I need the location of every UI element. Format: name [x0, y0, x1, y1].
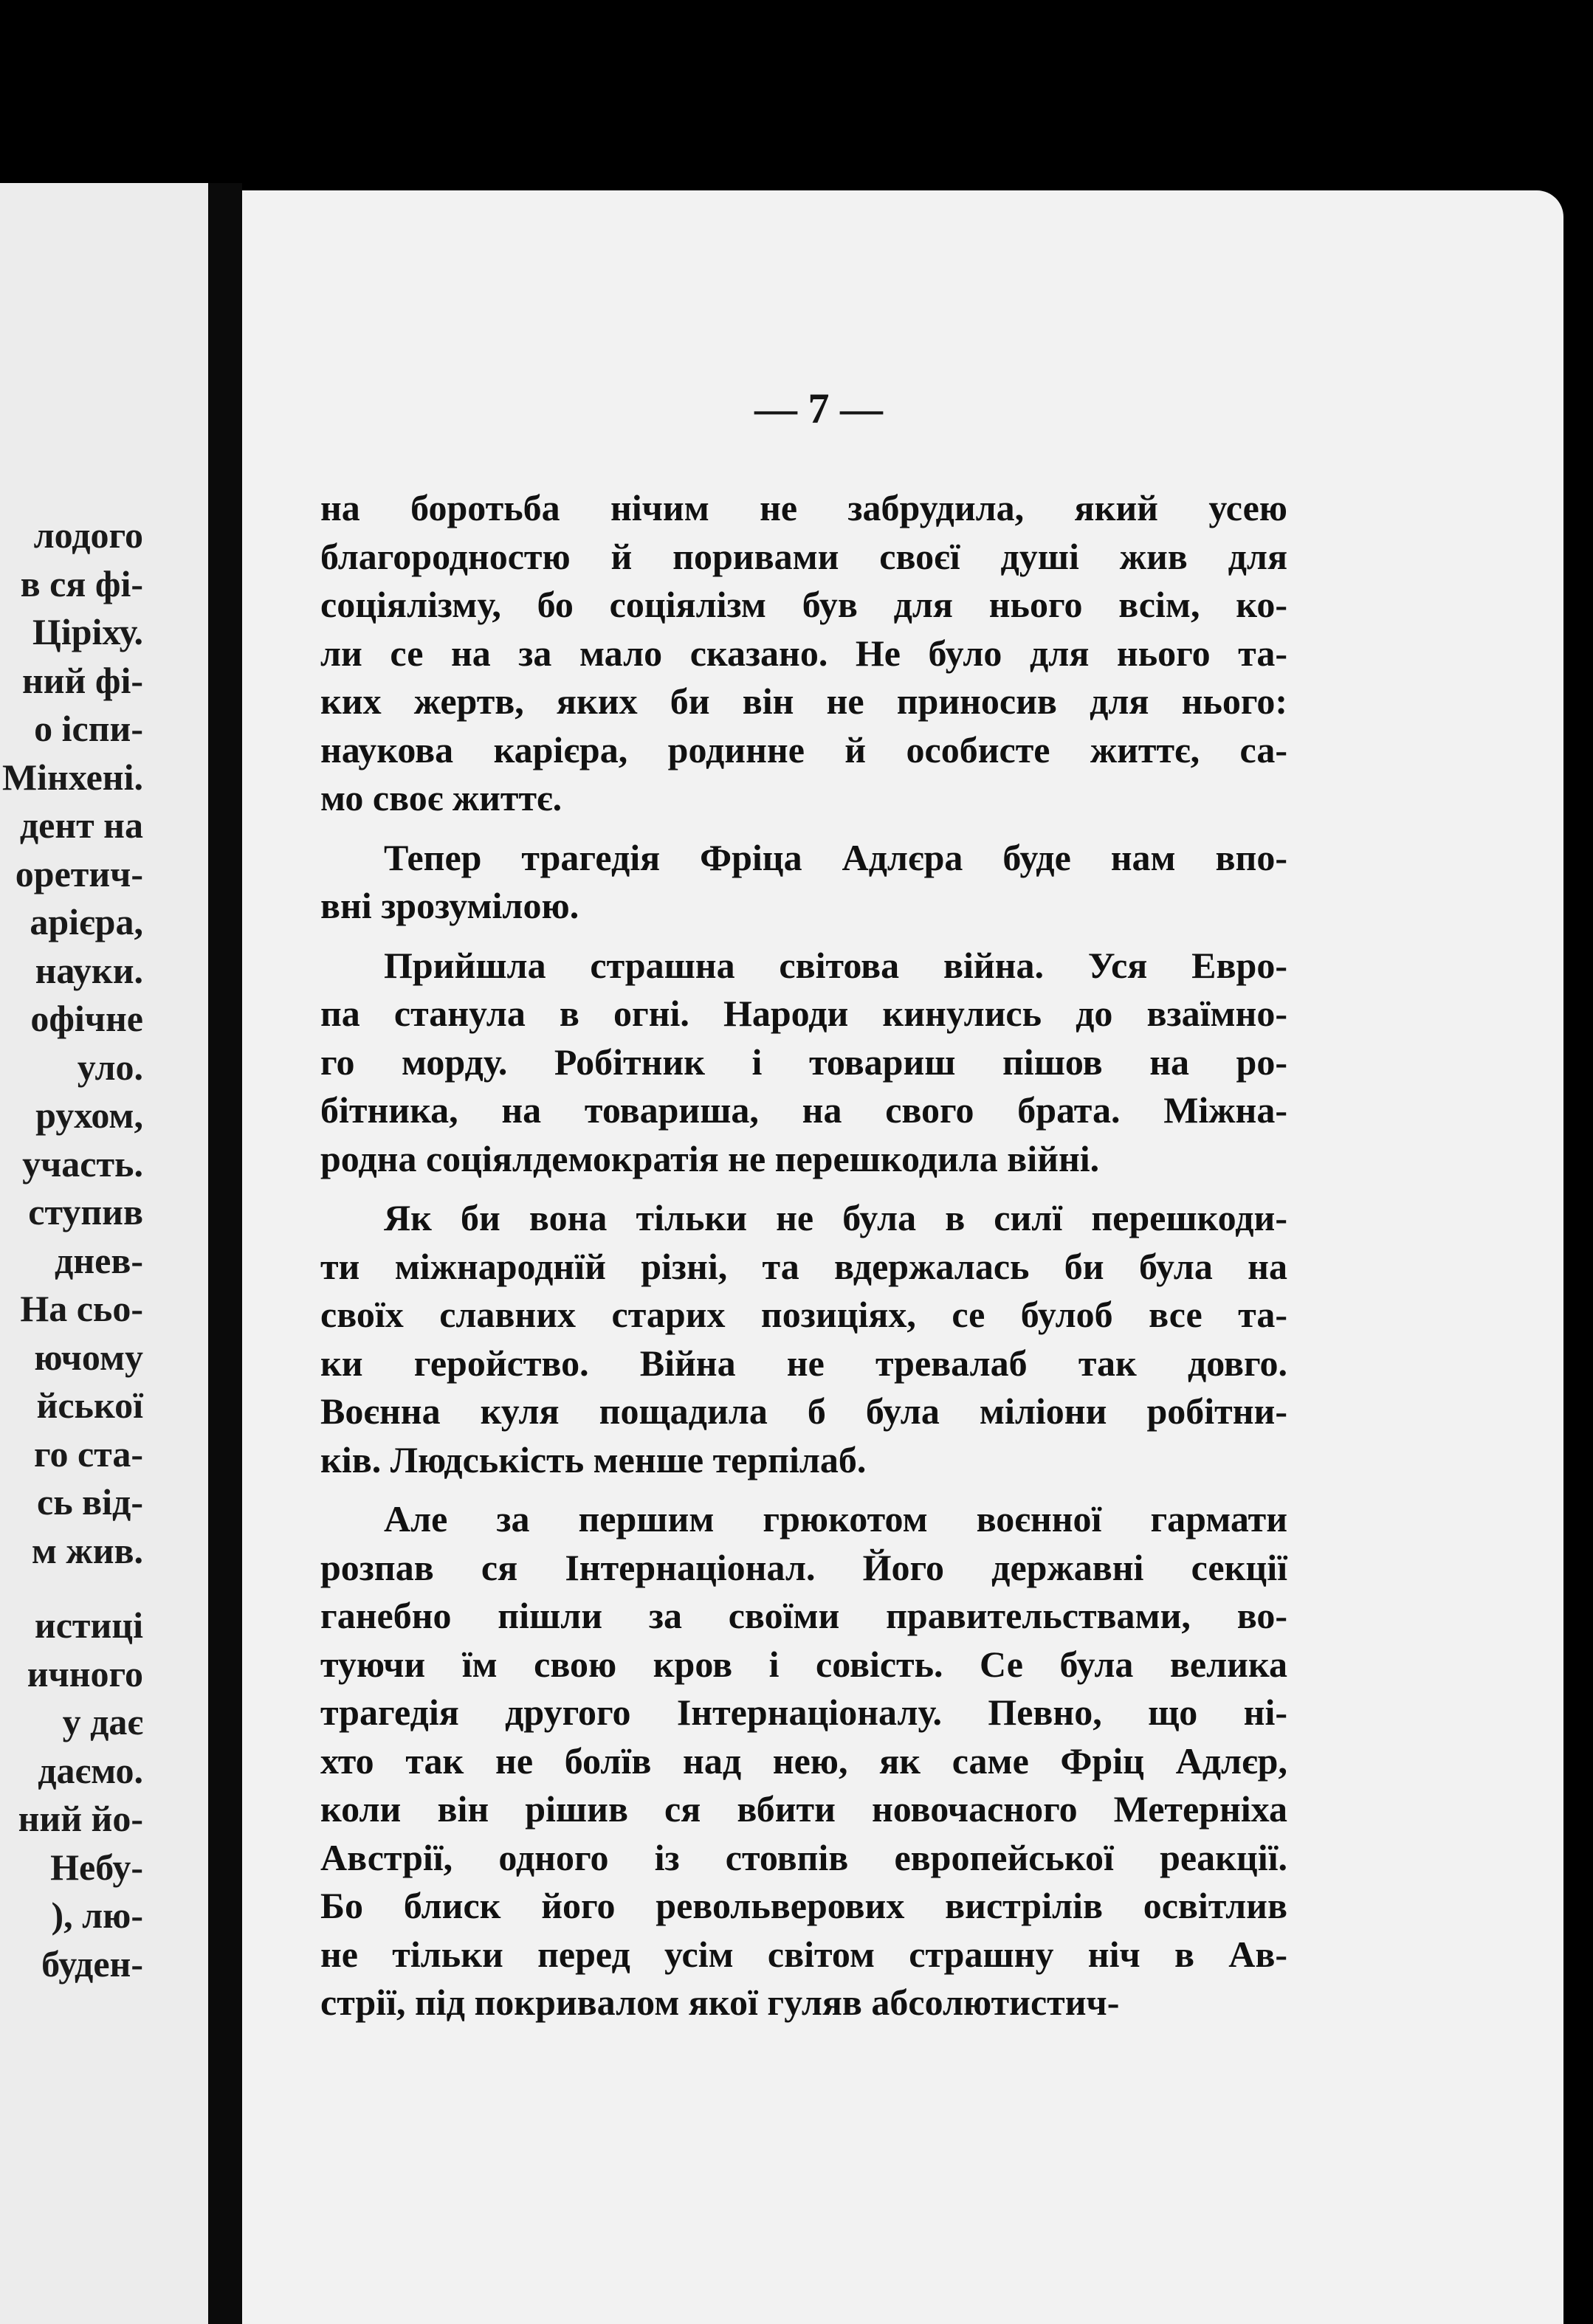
- left-page-line: ступив: [28, 1191, 143, 1232]
- text-line: коли він рішив ся вбити новочасного Метерніха: [320, 1788, 1287, 1830]
- text-line: Бо блиск його револьверових вистрілів освітлив: [320, 1885, 1287, 1926]
- paragraph: [320, 1194, 1287, 1484]
- text-line: розпав ся Інтернаціонал. Його державні секції: [320, 1546, 1287, 1588]
- text-line: ки геройство. Війна не тревалаб так довго.: [320, 1342, 1287, 1384]
- left-page-line: рухом,: [35, 1094, 143, 1136]
- text-line: стрії, під покривалом якої гуляв абсолютистич-: [320, 1982, 1120, 2023]
- text-line: бітника, на товариша, на свого брата. Міжна-: [320, 1089, 1287, 1131]
- left-page-line: ний фі-: [21, 659, 143, 701]
- left-page-line: м жив.: [31, 1529, 143, 1571]
- left-page-line: На сьо-: [20, 1288, 143, 1329]
- left-page-line: ), лю-: [51, 1894, 143, 1936]
- left-page-line: буден-: [41, 1942, 143, 1985]
- left-page-line: оретич-: [15, 852, 143, 894]
- left-page-line: сь від-: [37, 1481, 143, 1523]
- text-line: ких жертв, яких би він не приносив для нього:: [320, 680, 1287, 722]
- left-page-line: ючому: [34, 1336, 143, 1378]
- left-page-line: даємо.: [38, 1749, 143, 1791]
- left-page-line: Мінхені.: [1, 756, 143, 798]
- left-page-line: ний йо-: [18, 1798, 143, 1839]
- left-page-line: о іспи-: [34, 708, 143, 749]
- paragraph: [320, 484, 1287, 823]
- left-page-line: лодого: [33, 514, 143, 556]
- left-page-line: го ста-: [34, 1432, 143, 1475]
- left-page: [0, 183, 208, 2324]
- text-line: па станула в огні. Народи кинулись до взаїмно-: [320, 993, 1287, 1034]
- left-page-line: Небу-: [50, 1846, 143, 1888]
- left-page-line: йської: [36, 1385, 143, 1426]
- text-line: Воєнна куля пощадила б була міліони робітни-: [320, 1390, 1287, 1432]
- left-page-line: днев-: [55, 1239, 143, 1281]
- book-spine: [208, 183, 242, 2324]
- left-page-line: дент на: [19, 804, 143, 846]
- left-page-line: участь.: [22, 1142, 143, 1185]
- body-text: [320, 484, 1287, 2038]
- text-line: туючи їм свою кров і совість. Се була велика: [320, 1643, 1287, 1685]
- text-line: ли се на за мало сказано. Не було для нього та-: [320, 632, 1287, 674]
- text-line: Як би вона тільки не була в силї перешкоди-: [384, 1197, 1287, 1238]
- left-page-line: истиці: [34, 1604, 143, 1646]
- text-line: хто так не болїв над нею, як саме Фріц Адлєр,: [320, 1739, 1287, 1782]
- left-page-line: офічне: [30, 998, 143, 1039]
- paragraph: [320, 834, 1287, 931]
- text-line: ганебно пішли за своїми правительствами, во-: [320, 1595, 1287, 1636]
- text-line: Тепер трагедія Фріца Адлєра буде нам впо-: [384, 836, 1287, 878]
- text-line: соціялізму, бо соціялізм був для нього всім, ко-: [320, 584, 1287, 625]
- text-line: ти міжнароднїй різні, та вдержалась би була на: [320, 1245, 1287, 1287]
- text-line: вні зрозумілою.: [320, 885, 579, 926]
- left-page-line: Ціріху.: [32, 611, 143, 652]
- text-line: не тільки перед усім світом страшну ніч в Ав-: [320, 1933, 1287, 1975]
- left-page-line: в ся фі-: [20, 562, 143, 604]
- paragraph: [320, 1495, 1287, 2027]
- paragraph: [320, 942, 1287, 1184]
- text-line: ків. Людськість менше терпілаб.: [320, 1438, 867, 1480]
- left-page-line: уло.: [77, 1046, 143, 1088]
- text-line: наукова карієра, родинне й особисте життє, са-: [320, 728, 1287, 770]
- left-page-line: у дає: [62, 1701, 143, 1742]
- text-line: родна соціялдемократія не перешкодила війні.: [320, 1137, 1100, 1179]
- page-number: — 7 —: [754, 385, 883, 432]
- text-line: Прийшла страшна світова війна. Уся Евро-: [384, 944, 1287, 986]
- left-page-line: науки.: [35, 949, 143, 991]
- text-line: Але за першим грюкотом воєнної гармати: [384, 1498, 1287, 1539]
- text-line: го морду. Робітник і товариш пішов на ро-: [320, 1041, 1287, 1083]
- text-line: мо своє життє.: [320, 777, 562, 818]
- text-line: Австрії, одного із стовпів европейської реакції.: [320, 1836, 1287, 1878]
- text-line: благородностю й поривами своєї душі жив для: [320, 535, 1287, 577]
- left-page-line: арієра,: [30, 901, 143, 942]
- left-page-line: ичного: [27, 1652, 143, 1694]
- text-line: своїх славних старих позиціях, се булоб все та-: [320, 1294, 1287, 1335]
- text-line: на боротьба нічим не забрудила, який усею: [320, 487, 1287, 528]
- text-line: трагедія другого Інтернаціоналу. Певно, що ні-: [320, 1692, 1287, 1733]
